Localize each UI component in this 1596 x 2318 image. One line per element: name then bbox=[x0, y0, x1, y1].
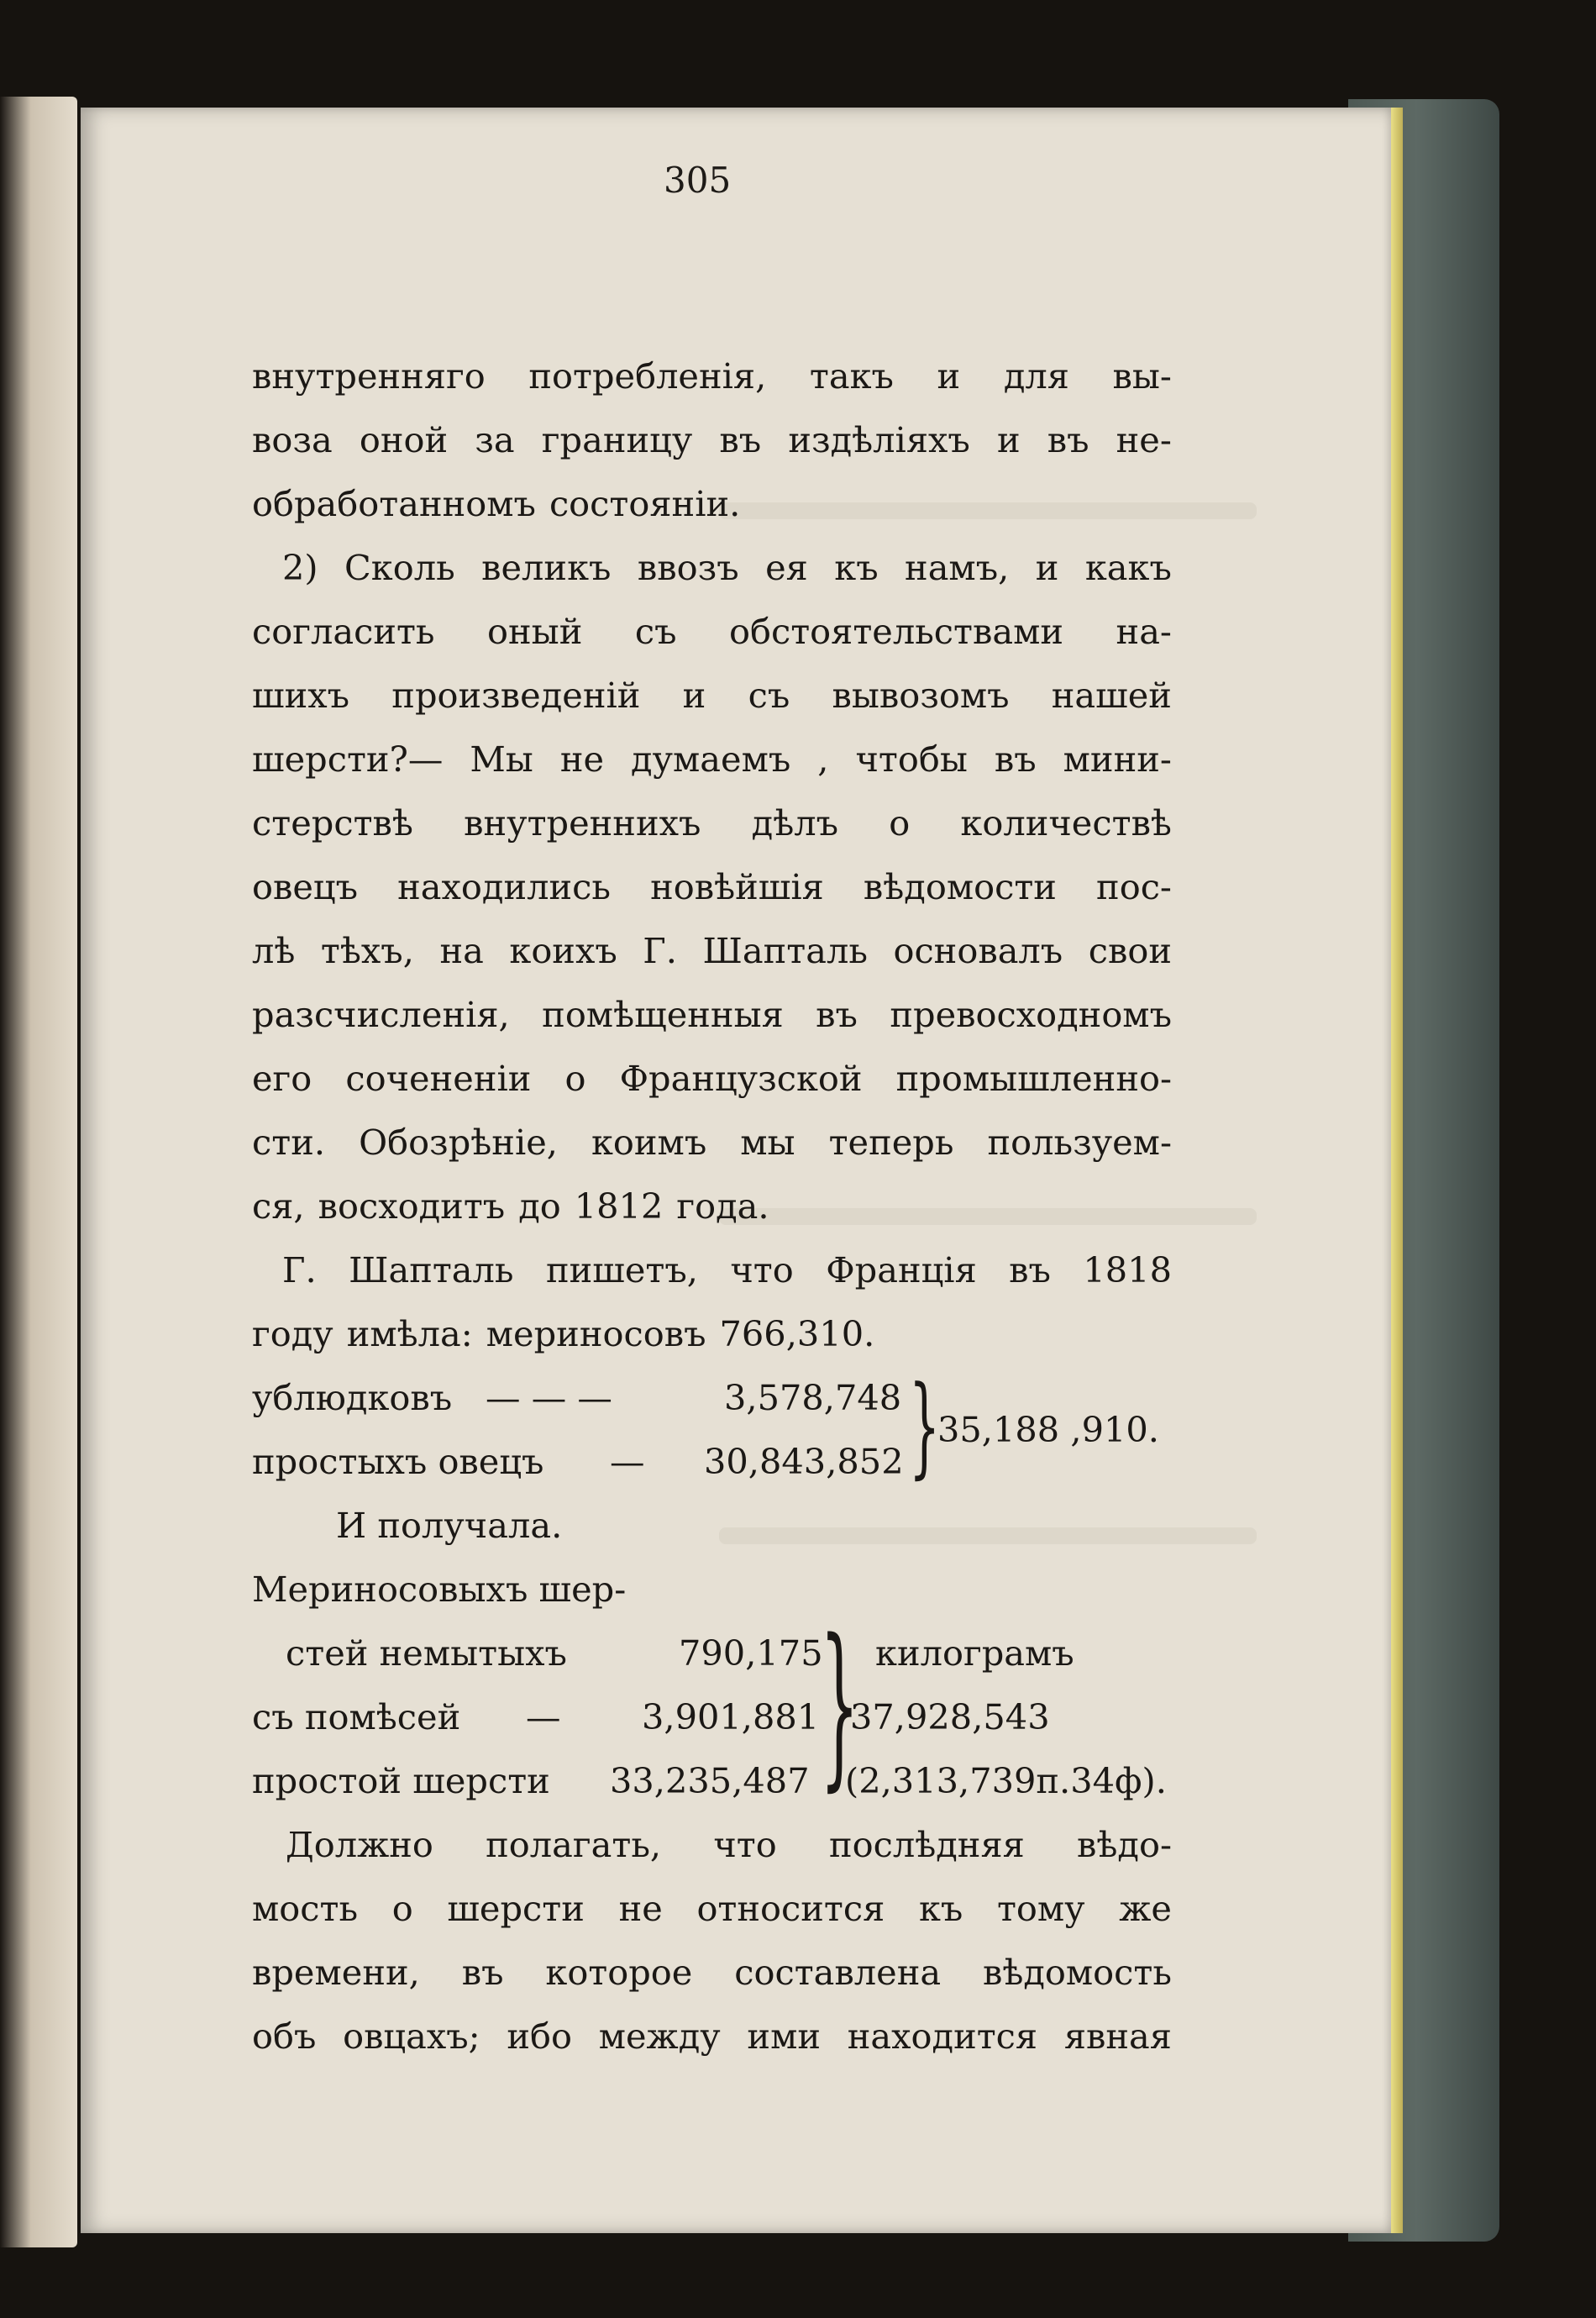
word: вѣдомость bbox=[982, 1952, 1172, 1993]
word: внутреннихъ bbox=[464, 802, 701, 844]
word: Шапталь bbox=[349, 1249, 514, 1290]
word: разсчисленія, bbox=[252, 994, 510, 1035]
word: тому bbox=[996, 1888, 1085, 1929]
word: объ bbox=[252, 2016, 317, 2057]
word: составлена bbox=[734, 1952, 942, 1993]
word: на bbox=[439, 930, 484, 971]
word: помѣщенныя bbox=[542, 994, 784, 1035]
sheep-row-value: 3,578,748 bbox=[724, 1377, 902, 1418]
sheep-row-dashes: — bbox=[610, 1441, 645, 1482]
word: 2) bbox=[282, 547, 318, 588]
word: пользуем- bbox=[987, 1122, 1172, 1163]
word: относится bbox=[696, 1888, 885, 1929]
text-line bbox=[252, 2005, 1172, 2068]
word: Французской bbox=[619, 1058, 863, 1099]
sheep-row-dashes: — — — bbox=[486, 1377, 612, 1418]
word: оный bbox=[487, 611, 583, 652]
word: стерствѣ bbox=[252, 802, 413, 844]
word: лѣ bbox=[252, 930, 296, 971]
previous-page-edge bbox=[0, 97, 77, 2247]
word: въ bbox=[994, 739, 1037, 780]
word: и bbox=[937, 355, 961, 397]
word: сти. bbox=[252, 1122, 326, 1163]
word: Сколь bbox=[344, 547, 455, 588]
word: послѣдняя bbox=[828, 1824, 1025, 1865]
word: времени, bbox=[252, 1952, 420, 1993]
word: и bbox=[1035, 547, 1059, 588]
word: коимъ bbox=[591, 1122, 707, 1163]
word: воза bbox=[252, 419, 333, 460]
wool-row-label: простой шерсти bbox=[252, 1760, 550, 1801]
word: согласить bbox=[252, 611, 435, 652]
wool-row-value: 3,901,881 bbox=[642, 1696, 820, 1737]
word: въ bbox=[719, 419, 762, 460]
word: дѣлъ bbox=[751, 802, 839, 844]
word: Мы bbox=[470, 739, 533, 780]
word: ими bbox=[747, 2016, 822, 2057]
word: 766,310. bbox=[719, 1313, 875, 1354]
word: сочененіи bbox=[345, 1058, 532, 1099]
word: мериносовъ bbox=[486, 1313, 706, 1354]
word: въ bbox=[461, 1952, 504, 1993]
word: въ bbox=[1047, 419, 1089, 460]
word: промышленно- bbox=[895, 1058, 1172, 1099]
word: мы bbox=[740, 1122, 795, 1163]
word: произведеній bbox=[391, 675, 641, 716]
word: ибо bbox=[507, 2016, 572, 2057]
word: о bbox=[564, 1058, 586, 1099]
word: за bbox=[475, 419, 515, 460]
word: полагать, bbox=[486, 1824, 662, 1865]
word: овцахъ; bbox=[343, 2016, 480, 2057]
word: мость bbox=[252, 1888, 359, 1929]
word: теперь bbox=[828, 1122, 954, 1163]
text-line bbox=[252, 1047, 1172, 1111]
word: и bbox=[996, 419, 1021, 460]
word: явная bbox=[1063, 2016, 1172, 2057]
word: не bbox=[618, 1888, 663, 1929]
word: вѣдомости bbox=[863, 866, 1057, 907]
word: въ bbox=[816, 994, 858, 1035]
text-line bbox=[252, 1302, 1172, 1366]
word: года. bbox=[676, 1185, 769, 1227]
word: съ bbox=[634, 611, 677, 652]
word: для bbox=[1003, 355, 1069, 397]
text-line bbox=[252, 408, 1172, 472]
word: 1818 bbox=[1083, 1249, 1172, 1290]
word: оной bbox=[359, 419, 449, 460]
word: до bbox=[518, 1185, 561, 1227]
word: вѣдо- bbox=[1077, 1824, 1172, 1865]
page-number: 305 bbox=[664, 160, 732, 201]
word: которое bbox=[545, 1952, 693, 1993]
text-line bbox=[252, 919, 1172, 983]
word: обстоятельствами bbox=[728, 611, 1064, 652]
word: количествѣ bbox=[960, 802, 1172, 844]
word: же bbox=[1119, 1888, 1172, 1929]
sheep-total: 35,188 ,910. bbox=[937, 1409, 1159, 1450]
text-line bbox=[252, 983, 1172, 1047]
text-line bbox=[252, 1813, 1172, 1877]
word: находились bbox=[397, 866, 611, 907]
word: не bbox=[559, 739, 605, 780]
word: овецъ bbox=[252, 866, 358, 907]
wool-row-value: 790,175 bbox=[679, 1632, 823, 1674]
wool-row-label: стей немытыхъ bbox=[286, 1632, 567, 1674]
text-line bbox=[252, 1238, 1172, 1302]
wool-row-note: килограмъ bbox=[875, 1632, 1074, 1674]
text-line bbox=[252, 536, 1172, 600]
word: Франція bbox=[826, 1249, 977, 1290]
word: что bbox=[713, 1824, 777, 1865]
word: Г. bbox=[643, 930, 677, 971]
word: къ bbox=[918, 1888, 963, 1929]
bleed-through-text bbox=[719, 1527, 1257, 1544]
wool-row-value: 33,235,487 bbox=[610, 1760, 810, 1801]
word: Обозрѣніе, bbox=[359, 1122, 558, 1163]
wool-heading: Мериносовыхъ шер- bbox=[252, 1569, 627, 1610]
word: и bbox=[682, 675, 706, 716]
wool-row-dashes: — bbox=[526, 1696, 561, 1737]
wool-row-label: съ помѣсей bbox=[252, 1696, 461, 1737]
word: состояніи. bbox=[549, 483, 741, 524]
text-line bbox=[252, 600, 1172, 664]
word: не- bbox=[1116, 419, 1172, 460]
word: пишетъ, bbox=[545, 1249, 698, 1290]
word: вывозомъ bbox=[832, 675, 1010, 716]
word: тѣхъ, bbox=[320, 930, 414, 971]
word: великъ bbox=[481, 547, 612, 588]
text-line bbox=[252, 728, 1172, 791]
word: Должно bbox=[286, 1824, 433, 1865]
word: шихъ bbox=[252, 675, 350, 716]
word: основалъ bbox=[893, 930, 1063, 971]
word: ея bbox=[765, 547, 808, 588]
wool-row-note: 37,928,543 bbox=[850, 1696, 1050, 1737]
word: новѣйшія bbox=[650, 866, 824, 907]
word: что bbox=[730, 1249, 794, 1290]
word: Г. bbox=[282, 1249, 317, 1290]
word: какъ bbox=[1084, 547, 1172, 588]
paragraph-continuation bbox=[252, 344, 1172, 536]
word: издѣліяхъ bbox=[788, 419, 970, 460]
word: намъ, bbox=[905, 547, 1010, 588]
paragraph-chaptal bbox=[252, 1238, 1172, 1366]
word: году bbox=[252, 1313, 333, 1354]
word: восходитъ bbox=[318, 1185, 506, 1227]
word: потребленія, bbox=[528, 355, 767, 397]
word: Шапталь bbox=[702, 930, 868, 971]
word: о bbox=[889, 802, 911, 844]
sheep-row-label: простыхъ овецъ bbox=[252, 1441, 544, 1482]
word: ся, bbox=[252, 1185, 305, 1227]
word: вы- bbox=[1112, 355, 1172, 397]
word: думаемъ bbox=[631, 739, 791, 780]
word: съ bbox=[748, 675, 790, 716]
brace: } bbox=[820, 1601, 859, 1807]
paragraph-conclusion bbox=[252, 1813, 1172, 2068]
word: такъ bbox=[809, 355, 894, 397]
word: ввозъ bbox=[637, 547, 739, 588]
wool-row-note: (2,313,739п.34ф). bbox=[845, 1760, 1167, 1801]
word: мини- bbox=[1063, 739, 1172, 780]
text-line bbox=[252, 855, 1172, 919]
word: пос- bbox=[1096, 866, 1172, 907]
word: внутренняго bbox=[252, 355, 486, 397]
word: имѣла: bbox=[346, 1313, 473, 1354]
text-line bbox=[252, 664, 1172, 728]
word: чтобы bbox=[855, 739, 968, 780]
text-line bbox=[252, 1175, 1172, 1238]
text-line bbox=[252, 1877, 1172, 1941]
word: 1812 bbox=[574, 1185, 664, 1227]
word: , bbox=[817, 739, 829, 780]
word: къ bbox=[834, 547, 879, 588]
word: границу bbox=[541, 419, 693, 460]
word: между bbox=[598, 2016, 721, 2057]
received-heading: И получала. bbox=[336, 1505, 563, 1546]
word: въ bbox=[1009, 1249, 1051, 1290]
word: его bbox=[252, 1058, 312, 1099]
paragraph-question-2 bbox=[252, 536, 1172, 1238]
word: свои bbox=[1088, 930, 1172, 971]
brace: } bbox=[909, 1362, 941, 1490]
word: обработанномъ bbox=[252, 483, 536, 524]
text-line bbox=[252, 472, 1172, 536]
word: шерсти?— bbox=[252, 739, 444, 780]
word: на- bbox=[1116, 611, 1172, 652]
word: шерсти bbox=[447, 1888, 585, 1929]
word: о bbox=[391, 1888, 413, 1929]
sheep-row-label: ублюдковъ bbox=[252, 1377, 453, 1418]
sheep-row-value: 30,843,852 bbox=[704, 1441, 904, 1482]
word: превосходномъ bbox=[890, 994, 1172, 1035]
text-line bbox=[252, 1111, 1172, 1175]
text-line bbox=[252, 1941, 1172, 2005]
word: коихъ bbox=[509, 930, 617, 971]
text-line bbox=[252, 344, 1172, 408]
word: нашей bbox=[1051, 675, 1172, 716]
text-line bbox=[252, 791, 1172, 855]
word: находится bbox=[847, 2016, 1038, 2057]
